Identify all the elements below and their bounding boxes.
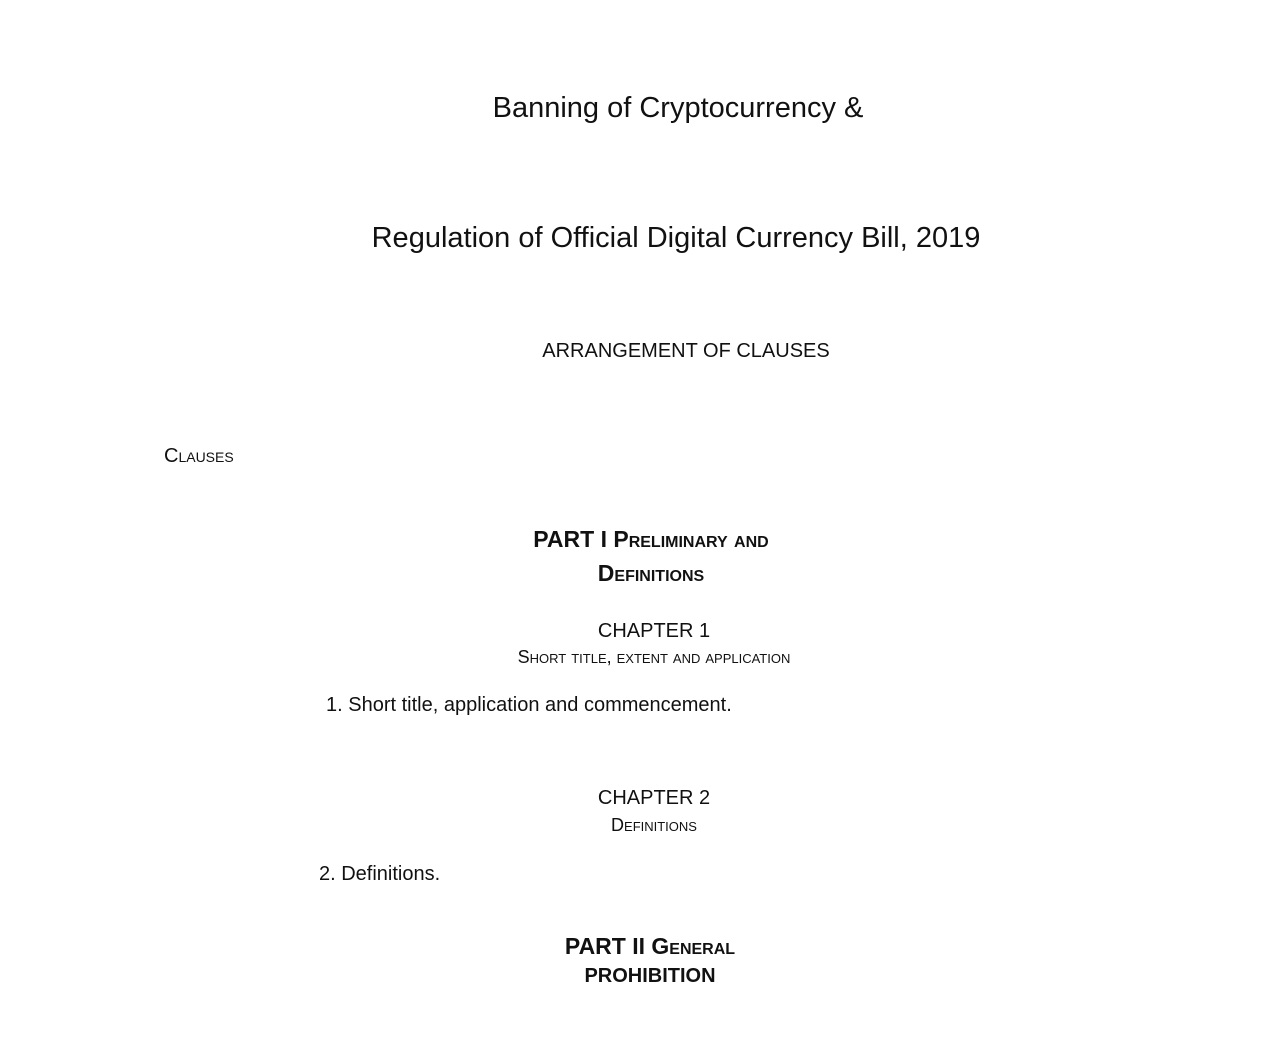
part-2-heading-line-1: PART II General xyxy=(564,933,736,959)
clause-1: 1. Short title, application and commencement. xyxy=(326,694,732,716)
part-2-heading-line-2: PROHIBITION xyxy=(584,965,716,987)
chapter-2-label: CHAPTER 2 xyxy=(597,787,711,809)
chapter-2-subtitle: Definitions xyxy=(611,815,697,835)
arrangement-heading: ARRANGEMENT OF CLAUSES xyxy=(542,340,830,362)
title-line-1: Banning of Cryptocurrency & xyxy=(492,92,864,124)
chapter-1-label: CHAPTER 1 xyxy=(597,620,711,642)
part-1-heading-line-2: Definitions xyxy=(597,560,705,586)
part-1-heading-line-1: PART I Preliminary and xyxy=(533,526,769,552)
clauses-label: Clauses xyxy=(164,445,234,467)
chapter-1-subtitle: Short title, extent and application xyxy=(517,647,791,667)
title-line-2: Regulation of Official Digital Currency Bill, 2019 xyxy=(371,222,981,254)
clause-2: 2. Definitions. xyxy=(319,863,441,885)
